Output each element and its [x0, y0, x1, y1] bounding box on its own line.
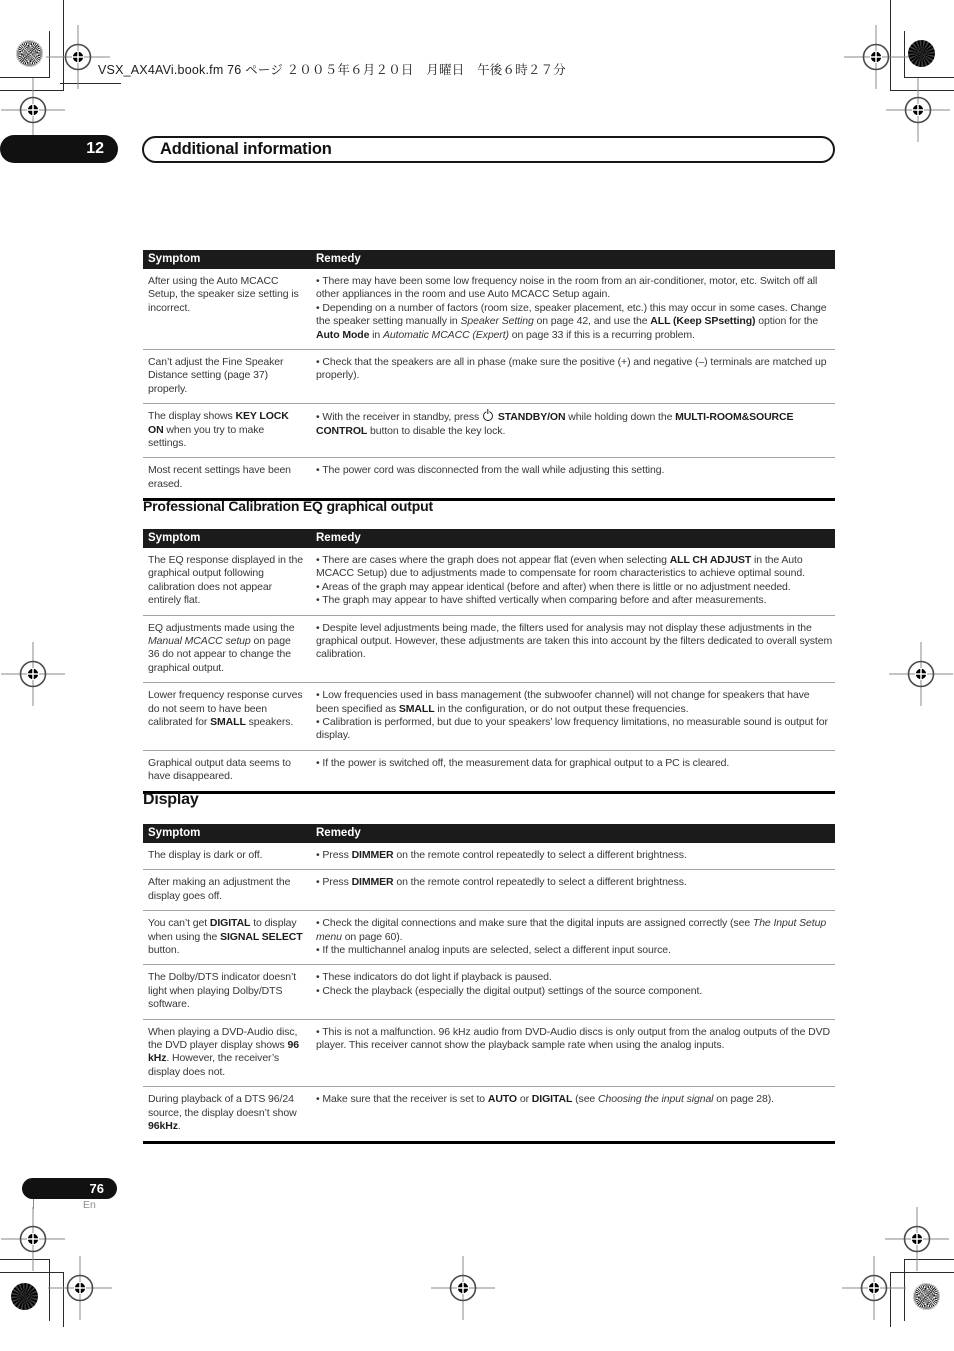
remedy-item: • The graph may appear to have shifted vertically when comparing before and after measurements.	[316, 594, 767, 607]
remedy-item: • Check that the speakers are all in phase (make sure the positive (+) and negative (–) terminals are matched up properly).	[316, 356, 827, 382]
column-header-symptom: Symptom	[148, 827, 201, 839]
symptom-cell: The display shows KEY LOCK ON when you try to make settings.	[148, 410, 289, 450]
table-row	[143, 403, 835, 457]
registration-mark-icon	[431, 1256, 495, 1320]
registration-mark-icon	[842, 1256, 906, 1320]
troubleshooting-table	[143, 250, 835, 501]
remedy-cell	[316, 876, 835, 903]
registration-mark-icon	[889, 642, 953, 706]
column-header-remedy: Remedy	[316, 532, 361, 544]
symptom-cell: Graphical output data seems to have disappeared.	[148, 756, 291, 783]
remedy-item: • There are cases where the graph does not appear flat (even when selecting ALL CH ADJUST in the Auto MCACC Setup) due to adjustments made to compensate for room characteristics to achieve optimal sound.	[316, 554, 805, 580]
table-row	[143, 910, 835, 964]
section-heading: Professional Calibration EQ graphical output	[143, 498, 433, 514]
column-header-symptom: Symptom	[148, 253, 201, 265]
section-troubleshooting	[143, 250, 835, 501]
pinwheel-target-icon	[913, 1283, 940, 1310]
symptom-cell: During playback of a DTS 96/24 source, the display doesn’t show 96kHz.	[148, 1093, 297, 1133]
remedy-item: • Calibration is performed, but due to your speakers’ low frequency limitations, no measurable sound is output for display.	[316, 716, 828, 742]
table-header-row	[143, 824, 835, 843]
remedy-item: • These indicators do dot light if playback is paused.	[316, 971, 552, 984]
registration-mark-icon	[886, 78, 950, 142]
remedy-item: • If the power is switched off, the measurement data for graphical output to a PC is cleared.	[316, 756, 730, 769]
registration-mark-icon	[1, 78, 65, 142]
remedy-item: • The power cord was disconnected from the wall while adjusting this setting.	[316, 464, 665, 477]
page-number: 76	[89, 1181, 104, 1196]
remedy-item: • Low frequencies used in bass management (the subwoofer channel) will not change for speakers that have been specified as SMALL in the configuration, or do not output these frequencies.	[316, 689, 810, 715]
column-header-symptom: Symptom	[148, 532, 201, 544]
remedy-item: • Areas of the graph may appear identical (before and after) when there is little or no adjustment needed.	[316, 580, 791, 593]
dark-target-icon	[11, 1283, 38, 1310]
table-row	[143, 750, 835, 791]
table-row	[143, 457, 835, 498]
table-row	[143, 349, 835, 403]
column-header-remedy: Remedy	[316, 253, 361, 265]
table-row	[143, 682, 835, 750]
table-header-row	[143, 250, 835, 269]
symptom-cell: After using the Auto MCACC Setup, the speaker size setting is incorrect.	[148, 275, 299, 314]
remedy-item: • If the multichannel analog inputs are selected, select a different input source.	[316, 944, 671, 957]
registration-mark-icon	[48, 1256, 112, 1320]
page-language-label: En	[83, 1199, 96, 1211]
symptom-cell: The Dolby/DTS indicator doesn’t light when playing Dolby/DTS software.	[148, 971, 297, 1011]
remedy-item: • Depending on a number of factors (room size, speaker placement, etc.) this may occur in some cases. Change the speaker setting manually in Speaker Setting on page 42, and use the ALL (Keep SPsetting) option for the Auto Mode in Automatic MCACC (Expert) on page 33 if this is a recurring problem.	[316, 301, 827, 341]
remedy-cell	[316, 410, 835, 450]
symptom-cell: After making an adjustment the display goes off.	[148, 876, 291, 902]
remedy-cell	[316, 622, 835, 676]
symptom-cell: The EQ response displayed in the graphical output following calibration does not appear entirely flat.	[148, 554, 303, 607]
remedy-item: • Check the digital connections and make sure that the digital inputs are assigned correctly (see The Input Setup menu on page 60).	[316, 917, 827, 943]
symptom-cell: EQ adjustments made using the Manual MCACC setup on page 36 do not appear to change the graphical output.	[148, 621, 295, 674]
remedy-item: • There may have been some low frequency noise in the room from an air-conditioner, motor, etc. Switch off all other appliances in the room and use Auto MCACC Setup again.	[316, 275, 818, 301]
remedy-item: • Despite level adjustments being made, the filters used for analysis may not display these adjustments in the graphical output. However, these adjustments are taken this into account by the filters dedicated to overall system calibration.	[316, 621, 833, 661]
page-title: Additional information	[160, 140, 332, 158]
pinwheel-target-icon	[16, 40, 43, 67]
remedy-item: • Press DIMMER on the remote control repeatedly to select a different brightness.	[316, 876, 687, 889]
remedy-cell	[316, 275, 835, 342]
column-header-remedy: Remedy	[316, 827, 361, 839]
symptom-cell: Lower frequency response curves do not seem to have been calibrated for SMALL speakers.	[148, 689, 303, 729]
remedy-cell	[316, 356, 835, 396]
eq-output-table	[143, 529, 835, 794]
table-row	[143, 843, 835, 869]
remedy-cell	[316, 849, 835, 862]
remedy-item: • With the receiver in standby, press STANDBY/ON while holding down the MULTI-ROOM&SOURCE CONTROL button to disable the key lock.	[316, 411, 794, 437]
registration-mark-icon	[1, 642, 65, 706]
power-icon	[483, 411, 493, 421]
section-eq-graphical-output	[143, 497, 835, 794]
table-row	[143, 964, 835, 1018]
section-heading: Display	[143, 791, 199, 808]
page-number-tab	[22, 1178, 117, 1199]
remedy-cell	[316, 464, 835, 491]
chapter-number-tab	[0, 135, 118, 163]
chapter-number: 12	[86, 140, 104, 157]
symptom-cell: When playing a DVD-Audio disc, the DVD player display shows 96 kHz. However, the receiver’s display does not.	[148, 1025, 299, 1078]
remedy-cell	[316, 1026, 835, 1080]
symptom-cell: You can’t get DIGITAL to display when using the SIGNAL SELECT button.	[148, 917, 303, 957]
table-row	[143, 1086, 835, 1140]
chapter-title-box	[142, 136, 835, 163]
dark-target-icon	[908, 40, 935, 67]
remedy-cell	[316, 757, 835, 784]
remedy-item: • This is not a malfunction. 96 kHz audio from DVD-Audio discs is only output from the analog outputs of the DVD player. This receiver cannot show the playback sample rate when using the analog inputs.	[316, 1025, 831, 1052]
remedy-item: • Press DIMMER on the remote control repeatedly to select a different brightness.	[316, 849, 687, 861]
remedy-item: • Check the playback (especially the digital output) settings of the source component.	[316, 984, 703, 997]
remedy-cell	[316, 554, 835, 608]
remedy-cell	[316, 1093, 835, 1133]
table-row	[143, 269, 835, 349]
remedy-cell	[316, 971, 835, 1011]
table-row	[143, 615, 835, 683]
display-table	[143, 824, 835, 1144]
table-body	[143, 843, 835, 1141]
symptom-cell: The display is dark or off.	[148, 849, 263, 861]
table-body	[143, 548, 835, 791]
remedy-cell	[316, 917, 835, 957]
section-display	[143, 790, 835, 1144]
remedy-item: • Make sure that the receiver is set to AUTO or DIGITAL (see Choosing the input signal on page 28).	[316, 1093, 775, 1106]
remedy-cell	[316, 689, 835, 743]
table-header-row	[143, 529, 835, 548]
table-row	[143, 869, 835, 910]
table-body	[143, 269, 835, 498]
symptom-cell: Most recent settings have been erased.	[148, 464, 291, 490]
print-header-line: VSX_AX4AVi.book.fm 76 ページ ２００５年６月２０日 月曜日 午後６時２７分	[98, 63, 566, 77]
table-row	[143, 548, 835, 615]
symptom-cell: Can’t adjust the Fine Speaker Distance setting (page 37) properly.	[148, 356, 284, 395]
table-row	[143, 1019, 835, 1087]
